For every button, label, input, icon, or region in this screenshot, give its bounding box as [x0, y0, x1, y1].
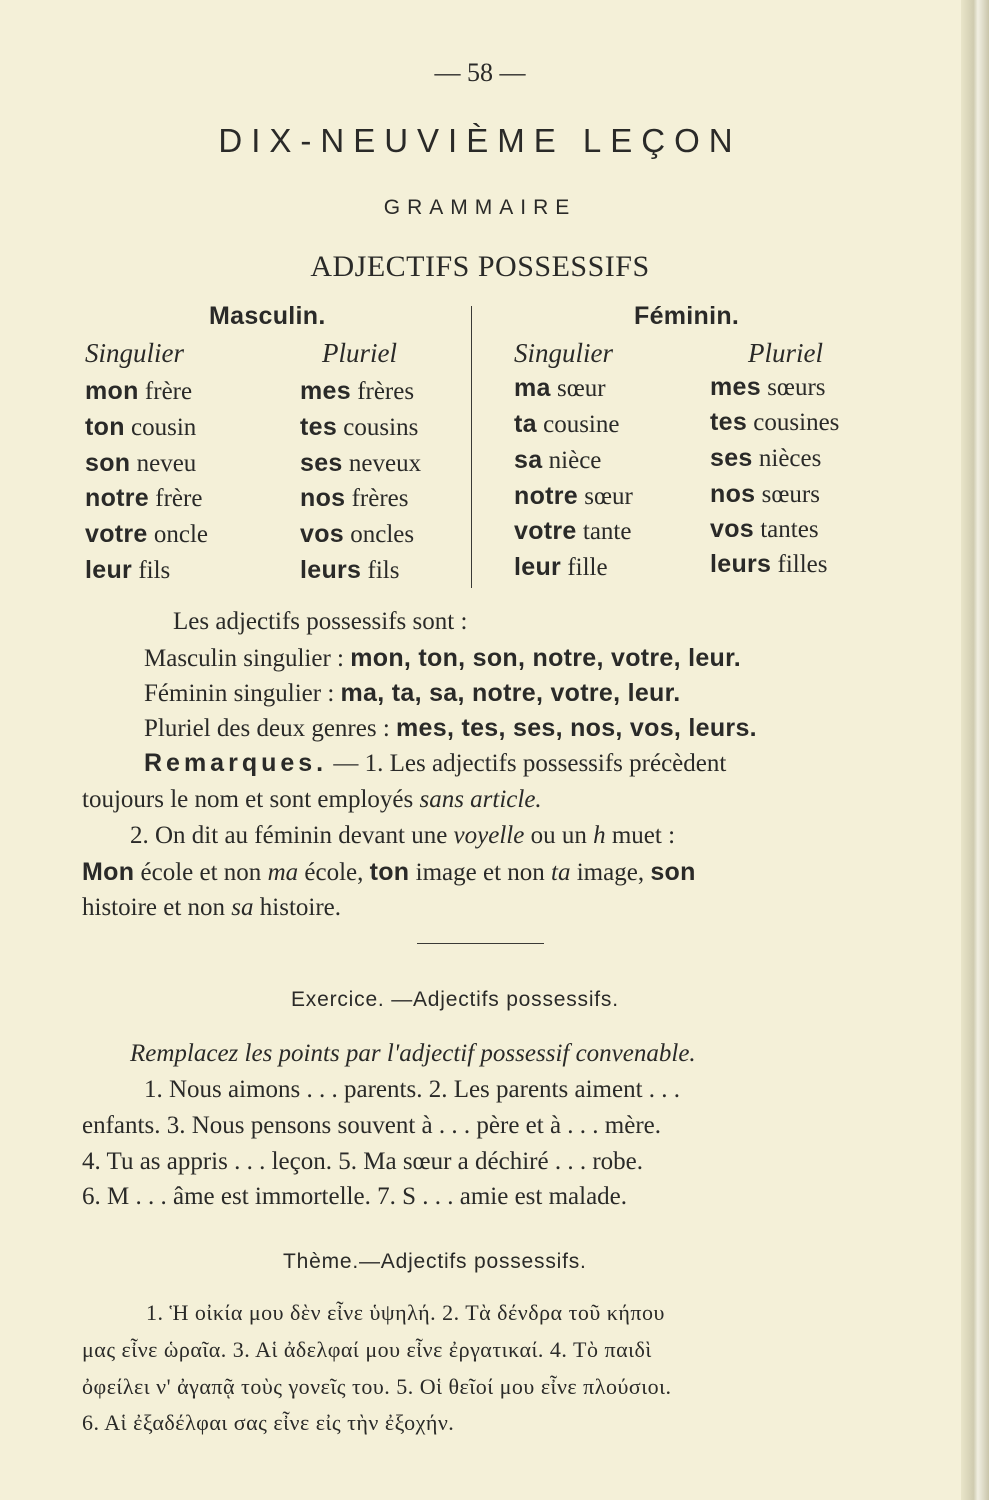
- exercise-line: 1. Nous aimons . . . parents. 2. Les parents aiment . . .: [144, 1076, 681, 1103]
- summary-masculine: Masculin singulier : mon, ton, son, notre, votre, leur.: [144, 644, 742, 672]
- table-cell: ta cousine: [514, 410, 620, 438]
- table-cell: leur fils: [85, 556, 171, 584]
- masculine-header: Masculin.: [209, 302, 326, 330]
- table-cell: nos sœurs: [710, 480, 820, 508]
- feminine-header: Féminin.: [634, 302, 740, 330]
- table-cell: ses nièces: [710, 444, 822, 472]
- table-cell: leur fille: [514, 553, 608, 581]
- theme-heading: Thème.—Adjectifs possessifs.: [283, 1250, 587, 1273]
- table-cell: vos oncles: [300, 520, 415, 548]
- remark-2-end: histoire et non sa histoire.: [82, 894, 342, 921]
- page-edge: [961, 0, 989, 1500]
- theme-line: μας εἶνε ὡραῖα. 3. Αἱ ἀδελφαί μου εἶνε ἐργατικαί. 4. Τὸ παιδὶ: [82, 1337, 652, 1362]
- summary-feminine: Féminin singulier : ma, ta, sa, notre, votre, leur.: [144, 679, 681, 707]
- exercise-line: 6. M . . . âme est immortelle. 7. S . . . amie est malade.: [82, 1183, 628, 1210]
- theme-line: 6. Αἱ ἐξαδέλφαι σας εἶνε εἰς τὴν ἐξοχήν.: [82, 1410, 455, 1435]
- fem-plural-head: Pluriel: [748, 338, 823, 368]
- table-cell: notre frère: [85, 484, 203, 512]
- table-cell: ses neveux: [300, 449, 422, 477]
- table-cell: nos frères: [300, 484, 409, 512]
- exercise-heading: Exercice. —Adjectifs possessifs.: [291, 988, 619, 1011]
- table-cell: votre tante: [514, 517, 632, 545]
- exercise-line: 4. Tu as appris . . . leçon. 5. Ma sœur a déchiré . . . robe.: [82, 1148, 644, 1175]
- lesson-title: DIX-NEUVIÈME LEÇON: [218, 122, 742, 159]
- table-cell: tes cousines: [710, 408, 840, 436]
- table-cell: leurs filles: [710, 550, 828, 578]
- masc-plural-head: Pluriel: [322, 338, 397, 368]
- table-cell: tes cousins: [300, 413, 419, 441]
- table-title: ADJECTIFS POSSESSIFS: [310, 250, 650, 283]
- theme-line: ὀφείλει ν' ἀγαπᾷ τοὺς γονεῖς του. 5. Οἱ θεῖοί μου εἶνε πλούσιοι.: [82, 1374, 672, 1399]
- remark-1: Remarques. — 1. Les adjectifs possessifs précèdent: [144, 749, 727, 777]
- table-cell: mes frères: [300, 377, 415, 405]
- summary-plural: Pluriel des deux genres : mes, tes, ses, nos, vos, leurs.: [144, 714, 757, 742]
- remark-2: 2. On dit au féminin devant une voyelle ou un h muet :: [130, 822, 676, 849]
- table-cell: son neveu: [85, 449, 197, 477]
- exercise-line: enfants. 3. Nous pensons souvent à . . . père et à . . . mère.: [82, 1112, 662, 1139]
- remark-2-examples: Mon école et non ma école, ton image et non ta image, son: [82, 858, 696, 886]
- divider-rule: [417, 943, 544, 944]
- table-cell: vos tantes: [710, 515, 819, 543]
- table-cell: notre sœur: [514, 482, 633, 510]
- page-number: — 58 —: [434, 58, 526, 87]
- remark-1-cont: toujours le nom et sont employés sans article.: [82, 786, 542, 813]
- table-cell: ton cousin: [85, 413, 197, 441]
- table-cell: mon frère: [85, 377, 193, 405]
- fem-singular-head: Singulier: [514, 338, 613, 368]
- summary-intro: Les adjectifs possessifs sont :: [173, 608, 468, 635]
- table-cell: leurs fils: [300, 556, 400, 584]
- table-divider: [471, 306, 472, 588]
- section-title: GRAMMAIRE: [383, 196, 577, 219]
- table-cell: votre oncle: [85, 520, 209, 548]
- table-cell: mes sœurs: [710, 373, 826, 401]
- table-cell: sa nièce: [514, 446, 602, 474]
- table-cell: ma sœur: [514, 374, 606, 402]
- exercise-instruction: Remplacez les points par l'adjectif possessif convenable.: [130, 1040, 696, 1067]
- masc-singular-head: Singulier: [85, 338, 184, 368]
- theme-line: 1. Ἡ οἰκία μου δὲν εἶνε ὑψηλή. 2. Τὰ δένδρα τοῦ κήπου: [146, 1300, 665, 1325]
